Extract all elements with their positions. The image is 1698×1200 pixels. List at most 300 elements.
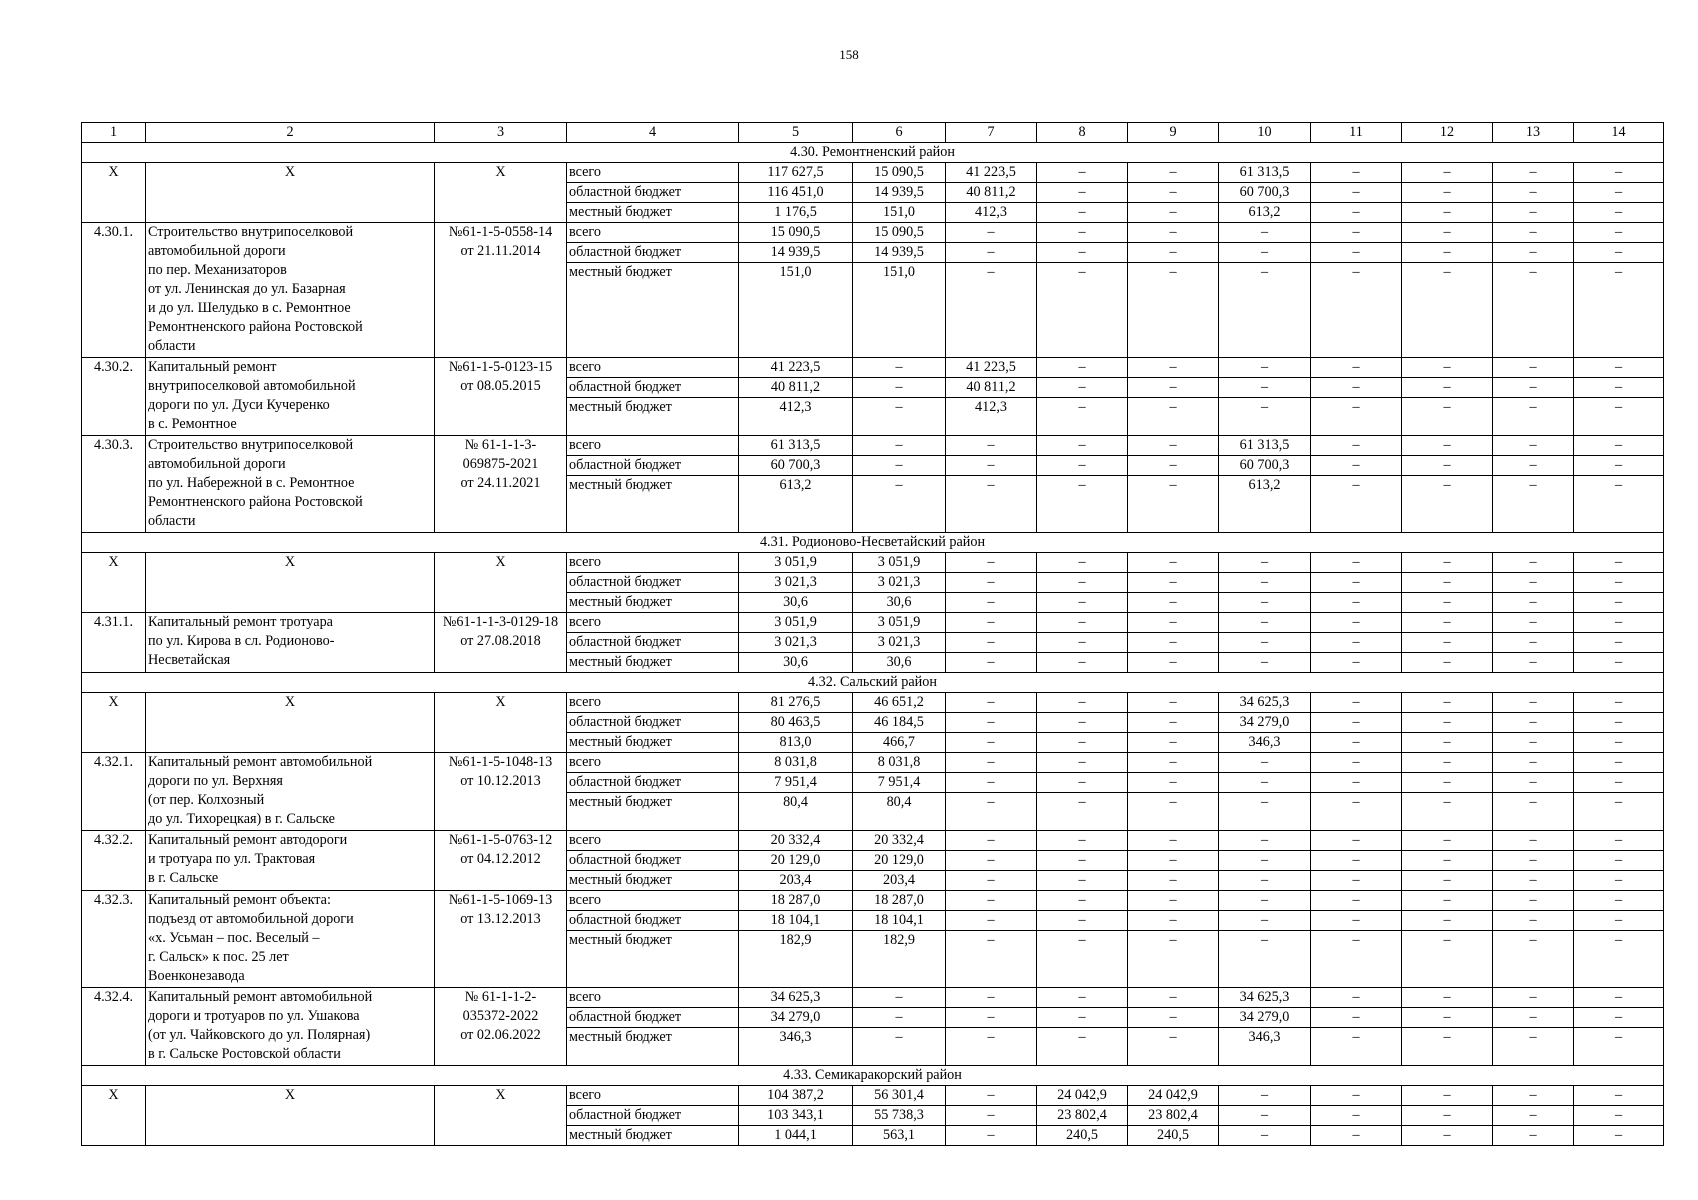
value-cell: 8 031,8 xyxy=(739,753,853,773)
value-cell: – xyxy=(1311,378,1402,398)
total-row xyxy=(82,163,1664,183)
value-cell: – xyxy=(1574,851,1664,871)
value-cell: – xyxy=(1574,871,1664,891)
funding-type: местный бюджет xyxy=(567,593,739,613)
total-mark: Х xyxy=(146,693,435,753)
value-cell: – xyxy=(1311,653,1402,673)
value-cell: – xyxy=(1493,988,1574,1008)
item-number: 4.32.2. xyxy=(82,831,146,891)
value-cell: – xyxy=(1311,693,1402,713)
text-line: дороги и тротуаров по ул. Ушакова xyxy=(148,1008,360,1024)
value-cell: 20 332,4 xyxy=(739,831,853,851)
value-cell: – xyxy=(1493,891,1574,911)
value-cell: – xyxy=(1037,871,1128,891)
text-line: (от ул. Чайковского до ул. Полярная) xyxy=(148,1027,371,1043)
text-line: от 08.05.2015 xyxy=(460,378,541,394)
value-cell: – xyxy=(1574,613,1664,633)
value-cell: 3 051,9 xyxy=(739,553,853,573)
value-cell: – xyxy=(1311,871,1402,891)
value-cell: – xyxy=(1311,851,1402,871)
text-line: №61-1-5-0123-15 xyxy=(448,359,553,375)
value-cell: – xyxy=(1311,931,1402,988)
funding-type: областной бюджет xyxy=(567,1106,739,1126)
value-cell: – xyxy=(1037,793,1128,831)
text-line: в г. Сальске xyxy=(148,870,219,886)
value-cell: 20 129,0 xyxy=(853,851,946,871)
funding-type: областной бюджет xyxy=(567,851,739,871)
item-number: 4.32.1. xyxy=(82,753,146,831)
value-cell: 3 021,3 xyxy=(739,633,853,653)
item-document xyxy=(435,358,567,436)
value-cell: 8 031,8 xyxy=(853,753,946,773)
value-cell: – xyxy=(946,1106,1037,1126)
value-cell: – xyxy=(1219,1126,1311,1146)
item-name xyxy=(146,436,435,533)
value-cell: 3 021,3 xyxy=(853,573,946,593)
funding-type: местный бюджет xyxy=(567,263,739,358)
value-cell: 46 184,5 xyxy=(853,713,946,733)
value-cell: – xyxy=(853,476,946,533)
value-cell: 3 051,9 xyxy=(853,553,946,573)
value-cell: – xyxy=(1493,1086,1574,1106)
funding-type: областной бюджет xyxy=(567,378,739,398)
value-cell: – xyxy=(1311,1008,1402,1028)
value-cell: – xyxy=(1574,436,1664,456)
value-cell: 240,5 xyxy=(1128,1126,1219,1146)
value-cell: – xyxy=(1311,1028,1402,1066)
text-line: дороги по ул. Дуси Кучеренко xyxy=(148,397,330,413)
value-cell: 80 463,5 xyxy=(739,713,853,733)
value-cell: – xyxy=(1037,593,1128,613)
funding-type: местный бюджет xyxy=(567,871,739,891)
value-cell: – xyxy=(1037,988,1128,1008)
funding-type: областной бюджет xyxy=(567,183,739,203)
text-line: области xyxy=(148,513,196,529)
value-cell: – xyxy=(946,911,1037,931)
value-cell: 56 301,4 xyxy=(853,1086,946,1106)
value-cell: – xyxy=(1128,831,1219,851)
text-line: по пер. Механизаторов xyxy=(148,262,287,278)
text-line: автомобильной дороги xyxy=(148,456,286,472)
value-cell: 14 939,5 xyxy=(853,243,946,263)
value-cell: – xyxy=(1128,593,1219,613)
funding-type: всего xyxy=(567,553,739,573)
text-line: от 24.11.2021 xyxy=(460,475,541,491)
value-cell: – xyxy=(946,753,1037,773)
item-row xyxy=(82,358,1664,378)
funding-type: местный бюджет xyxy=(567,931,739,988)
value-cell: – xyxy=(946,733,1037,753)
value-cell: 151,0 xyxy=(853,203,946,223)
item-name xyxy=(146,753,435,831)
text-line: Капитальный ремонт автомобильной xyxy=(148,754,373,770)
value-cell: – xyxy=(1311,1106,1402,1126)
value-cell: – xyxy=(1574,203,1664,223)
value-cell: – xyxy=(1311,891,1402,911)
value-cell: – xyxy=(1311,243,1402,263)
total-mark: Х xyxy=(146,1086,435,1146)
value-cell: – xyxy=(1311,713,1402,733)
value-cell: – xyxy=(1311,163,1402,183)
value-cell: – xyxy=(1493,773,1574,793)
value-cell: – xyxy=(1128,1008,1219,1028)
value-cell: – xyxy=(1311,831,1402,851)
text-line: автомобильной дороги xyxy=(148,243,286,259)
text-line: Строительство внутрипоселковой xyxy=(148,437,354,453)
text-line: до ул. Тихорецкая) в г. Сальске xyxy=(148,811,335,827)
value-cell: – xyxy=(1037,613,1128,633)
value-cell: – xyxy=(1493,378,1574,398)
value-cell: – xyxy=(946,1008,1037,1028)
funding-type: областной бюджет xyxy=(567,456,739,476)
value-cell: – xyxy=(1311,553,1402,573)
value-cell: – xyxy=(946,773,1037,793)
value-cell: – xyxy=(1574,1086,1664,1106)
funding-type: местный бюджет xyxy=(567,398,739,436)
section-title: 4.31. Родионово-Несветайский район xyxy=(82,533,1664,553)
item-number: 4.32.4. xyxy=(82,988,146,1066)
value-cell: – xyxy=(1574,553,1664,573)
value-cell: – xyxy=(946,871,1037,891)
funding-type: всего xyxy=(567,223,739,243)
value-cell: – xyxy=(1574,183,1664,203)
value-cell: 104 387,2 xyxy=(739,1086,853,1106)
value-cell: – xyxy=(1128,871,1219,891)
text-line: №61-1-5-1069-13 xyxy=(448,892,553,908)
value-cell: – xyxy=(1493,911,1574,931)
value-cell: 412,3 xyxy=(946,203,1037,223)
value-cell: – xyxy=(1128,1028,1219,1066)
value-cell: – xyxy=(1574,911,1664,931)
value-cell: – xyxy=(1402,891,1493,911)
funding-type: областной бюджет xyxy=(567,1008,739,1028)
value-cell: – xyxy=(1311,753,1402,773)
item-document xyxy=(435,831,567,891)
value-cell: – xyxy=(1219,223,1311,243)
funding-type: местный бюджет xyxy=(567,476,739,533)
total-mark: Х xyxy=(435,553,567,613)
value-cell: – xyxy=(1574,713,1664,733)
value-cell: – xyxy=(1037,713,1128,733)
text-line: подъезд от автомобильной дороги xyxy=(148,911,354,927)
value-cell: – xyxy=(853,456,946,476)
value-cell: 3 021,3 xyxy=(739,573,853,593)
text-line: Строительство внутрипоселковой xyxy=(148,224,354,240)
value-cell: – xyxy=(1219,831,1311,851)
value-cell: – xyxy=(1037,436,1128,456)
value-cell: – xyxy=(1128,456,1219,476)
value-cell: – xyxy=(1128,713,1219,733)
value-cell: – xyxy=(1128,263,1219,358)
value-cell: 613,2 xyxy=(1219,476,1311,533)
value-cell: – xyxy=(1311,223,1402,243)
value-cell: – xyxy=(1402,793,1493,831)
value-cell: – xyxy=(946,1086,1037,1106)
text-line: №61-1-1-3-0129-18 xyxy=(442,614,559,630)
value-cell: – xyxy=(1402,613,1493,633)
value-cell: 41 223,5 xyxy=(946,358,1037,378)
value-cell: 240,5 xyxy=(1037,1126,1128,1146)
value-cell: – xyxy=(1574,753,1664,773)
value-cell: – xyxy=(1574,733,1664,753)
value-cell: 412,3 xyxy=(946,398,1037,436)
value-cell: 34 279,0 xyxy=(1219,1008,1311,1028)
column-header: 8 xyxy=(1037,123,1128,143)
item-row xyxy=(82,436,1664,456)
value-cell: – xyxy=(1219,633,1311,653)
column-header: 11 xyxy=(1311,123,1402,143)
text-line: и до ул. Шелудько в с. Ремонтное xyxy=(148,300,351,316)
value-cell: 80,4 xyxy=(853,793,946,831)
total-row xyxy=(82,553,1664,573)
value-cell: 61 313,5 xyxy=(1219,163,1311,183)
value-cell: – xyxy=(1219,398,1311,436)
value-cell: 30,6 xyxy=(853,593,946,613)
value-cell: – xyxy=(1128,553,1219,573)
section-title-row xyxy=(82,1066,1664,1086)
value-cell: – xyxy=(1402,243,1493,263)
value-cell: – xyxy=(1574,891,1664,911)
total-mark: Х xyxy=(146,553,435,613)
value-cell: – xyxy=(1493,693,1574,713)
text-line: Военконезавода xyxy=(148,968,245,984)
value-cell: – xyxy=(1402,573,1493,593)
value-cell: – xyxy=(946,436,1037,456)
value-cell: – xyxy=(1311,573,1402,593)
value-cell: – xyxy=(853,436,946,456)
value-cell: – xyxy=(1311,358,1402,378)
funding-type: всего xyxy=(567,891,739,911)
value-cell: 117 627,5 xyxy=(739,163,853,183)
value-cell: – xyxy=(1219,553,1311,573)
value-cell: – xyxy=(1037,573,1128,593)
value-cell: – xyxy=(1128,653,1219,673)
value-cell: – xyxy=(1311,183,1402,203)
text-line: дороги по ул. Верхняя xyxy=(148,773,283,789)
value-cell: – xyxy=(1493,163,1574,183)
value-cell: – xyxy=(946,693,1037,713)
value-cell: – xyxy=(1574,398,1664,436)
value-cell: – xyxy=(1037,931,1128,988)
funding-type: областной бюджет xyxy=(567,713,739,733)
value-cell: – xyxy=(1128,398,1219,436)
value-cell: 18 287,0 xyxy=(739,891,853,911)
value-cell: – xyxy=(1128,183,1219,203)
value-cell: 346,3 xyxy=(1219,733,1311,753)
value-cell: – xyxy=(1311,593,1402,613)
value-cell: – xyxy=(1574,633,1664,653)
text-line: г. Сальск» к пос. 25 лет xyxy=(148,949,289,965)
total-mark: Х xyxy=(82,693,146,753)
value-cell: – xyxy=(1493,243,1574,263)
value-cell: 55 738,3 xyxy=(853,1106,946,1126)
value-cell: 182,9 xyxy=(853,931,946,988)
text-line: (от пер. Колхозный xyxy=(148,792,265,808)
value-cell: – xyxy=(1219,653,1311,673)
funding-type: областной бюджет xyxy=(567,243,739,263)
value-cell: 61 313,5 xyxy=(1219,436,1311,456)
value-cell: – xyxy=(1493,851,1574,871)
value-cell: – xyxy=(1493,573,1574,593)
value-cell: – xyxy=(853,988,946,1008)
value-cell: – xyxy=(1311,398,1402,436)
value-cell: – xyxy=(1493,613,1574,633)
value-cell: – xyxy=(1574,163,1664,183)
funding-type: местный бюджет xyxy=(567,203,739,223)
value-cell: 30,6 xyxy=(739,653,853,673)
value-cell: – xyxy=(1311,263,1402,358)
value-cell: – xyxy=(1128,693,1219,713)
value-cell: – xyxy=(1574,931,1664,988)
value-cell: – xyxy=(1402,1008,1493,1028)
value-cell: – xyxy=(1402,931,1493,988)
value-cell: – xyxy=(1219,753,1311,773)
value-cell: – xyxy=(1037,203,1128,223)
value-cell: 14 939,5 xyxy=(853,183,946,203)
value-cell: – xyxy=(1402,1086,1493,1106)
value-cell: – xyxy=(946,476,1037,533)
column-header: 7 xyxy=(946,123,1037,143)
value-cell: – xyxy=(1128,613,1219,633)
text-line: внутрипоселковой автомобильной xyxy=(148,378,356,394)
value-cell: – xyxy=(1128,988,1219,1008)
value-cell: – xyxy=(1128,476,1219,533)
item-name xyxy=(146,831,435,891)
text-line: от 27.08.2018 xyxy=(460,633,541,649)
column-header: 12 xyxy=(1402,123,1493,143)
value-cell: 15 090,5 xyxy=(853,163,946,183)
value-cell: – xyxy=(1402,436,1493,456)
value-cell: 46 651,2 xyxy=(853,693,946,713)
funding-type: областной бюджет xyxy=(567,573,739,593)
section-title: 4.33. Семикаракорский район xyxy=(82,1066,1664,1086)
text-line: от 02.06.2022 xyxy=(460,1027,541,1043)
funding-type: всего xyxy=(567,358,739,378)
text-line: от 04.12.2012 xyxy=(460,851,541,867)
value-cell: – xyxy=(1402,593,1493,613)
funding-type: всего xyxy=(567,1086,739,1106)
value-cell: – xyxy=(1037,733,1128,753)
value-cell: – xyxy=(1402,713,1493,733)
value-cell: – xyxy=(1493,1028,1574,1066)
value-cell: – xyxy=(1311,733,1402,753)
text-line: и тротуара по ул. Трактовая xyxy=(148,851,316,867)
value-cell: – xyxy=(1219,793,1311,831)
funding-type: всего xyxy=(567,693,739,713)
value-cell: – xyxy=(1128,436,1219,456)
value-cell: – xyxy=(1402,1126,1493,1146)
value-cell: – xyxy=(1402,733,1493,753)
page-number: 158 xyxy=(839,47,859,62)
value-cell: – xyxy=(853,358,946,378)
funding-type: местный бюджет xyxy=(567,653,739,673)
value-cell: – xyxy=(1493,793,1574,831)
value-cell: – xyxy=(1402,476,1493,533)
value-cell: 34 625,3 xyxy=(1219,988,1311,1008)
value-cell: 18 287,0 xyxy=(853,891,946,911)
value-cell: – xyxy=(946,243,1037,263)
value-cell: – xyxy=(1037,851,1128,871)
value-cell: – xyxy=(1402,653,1493,673)
value-cell: – xyxy=(1402,456,1493,476)
value-cell: – xyxy=(1493,871,1574,891)
item-row xyxy=(82,988,1664,1008)
value-cell: – xyxy=(1493,653,1574,673)
value-cell: – xyxy=(1128,931,1219,988)
value-cell: – xyxy=(946,456,1037,476)
value-cell: – xyxy=(946,593,1037,613)
value-cell: 813,0 xyxy=(739,733,853,753)
item-number: 4.30.1. xyxy=(82,223,146,358)
text-line: области xyxy=(148,338,196,354)
value-cell: 34 625,3 xyxy=(1219,693,1311,713)
value-cell: – xyxy=(1219,573,1311,593)
value-cell: – xyxy=(1574,456,1664,476)
value-cell: – xyxy=(1402,378,1493,398)
column-header: 10 xyxy=(1219,123,1311,143)
text-line: Ремонтненского района Ростовской xyxy=(148,319,363,335)
value-cell: – xyxy=(946,613,1037,633)
section-title: 4.30. Ремонтненский район xyxy=(82,143,1664,163)
value-cell: 40 811,2 xyxy=(946,378,1037,398)
item-name xyxy=(146,613,435,673)
value-cell: 20 129,0 xyxy=(739,851,853,871)
value-cell: – xyxy=(853,1008,946,1028)
value-cell: 24 042,9 xyxy=(1037,1086,1128,1106)
header-row xyxy=(82,123,1664,143)
item-number: 4.32.3. xyxy=(82,891,146,988)
value-cell: 60 700,3 xyxy=(1219,183,1311,203)
text-line: Капитальный ремонт тротуара xyxy=(148,614,333,630)
text-line: в г. Сальске Ростовской области xyxy=(148,1046,341,1062)
value-cell: – xyxy=(1574,243,1664,263)
item-document xyxy=(435,613,567,673)
value-cell: – xyxy=(1493,753,1574,773)
value-cell: – xyxy=(1402,163,1493,183)
value-cell: – xyxy=(1493,1106,1574,1126)
value-cell: 41 223,5 xyxy=(946,163,1037,183)
value-cell: – xyxy=(1402,398,1493,436)
value-cell: 466,7 xyxy=(853,733,946,753)
text-line: Ремонтненского района Ростовской xyxy=(148,494,363,510)
value-cell: – xyxy=(1493,183,1574,203)
value-cell: 346,3 xyxy=(1219,1028,1311,1066)
value-cell: – xyxy=(946,553,1037,573)
value-cell: – xyxy=(1402,263,1493,358)
item-number: 4.30.3. xyxy=(82,436,146,533)
value-cell: – xyxy=(1402,693,1493,713)
value-cell: – xyxy=(1219,1106,1311,1126)
value-cell: – xyxy=(1311,456,1402,476)
section-title-row xyxy=(82,143,1664,163)
value-cell: – xyxy=(1037,553,1128,573)
value-cell: – xyxy=(946,263,1037,358)
text-line: по ул. Кирова в сл. Родионово- xyxy=(148,633,335,649)
value-cell: – xyxy=(1219,1086,1311,1106)
value-cell: – xyxy=(1402,851,1493,871)
value-cell: – xyxy=(946,713,1037,733)
value-cell: – xyxy=(1311,436,1402,456)
text-line: «х. Усьман – пос. Веселый – xyxy=(148,930,320,946)
funding-type: всего xyxy=(567,613,739,633)
funding-type: местный бюджет xyxy=(567,1028,739,1066)
value-cell: – xyxy=(1219,378,1311,398)
value-cell: – xyxy=(1128,753,1219,773)
text-line: по ул. Набережной в с. Ремонтное xyxy=(148,475,355,491)
text-line: от ул. Ленинская до ул. Базарная xyxy=(148,281,346,297)
value-cell: – xyxy=(1311,793,1402,831)
value-cell: – xyxy=(1128,773,1219,793)
